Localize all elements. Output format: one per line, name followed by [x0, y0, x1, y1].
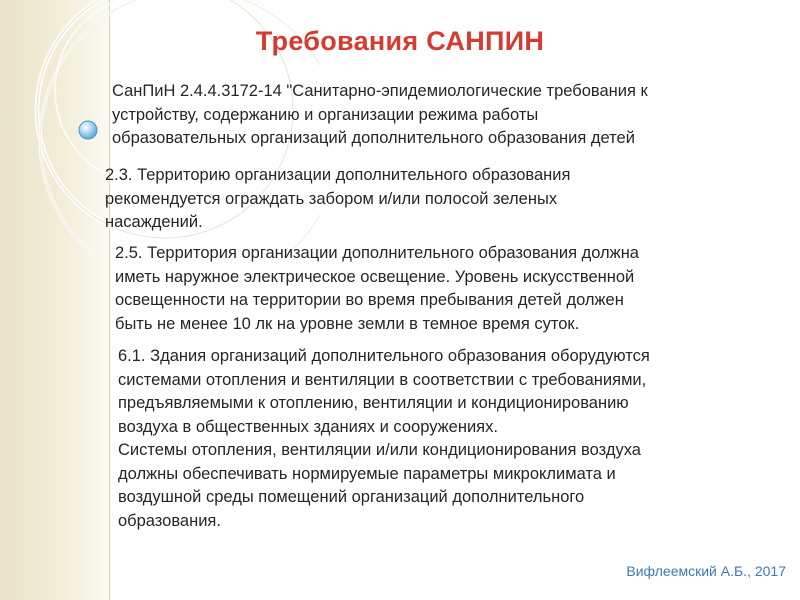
blue-bubble-icon — [79, 121, 97, 139]
author-credit: Вифлеемский А.Б., 2017 — [626, 563, 786, 579]
sanpin-reference-paragraph: СанПиН 2.4.4.3172-14 "Санитарно-эпидемиологические требования к устройству, содержанию и организации режима работы образовательных организаций дополнительного образования детей — [112, 82, 648, 147]
page-title: Требования САНПИН — [255, 26, 545, 56]
clause-2-3-paragraph: 2.3. Территорию организации дополнительного образования рекомендуется ограждать забором и/или полосой зеленых насаждений. — [105, 166, 571, 231]
clause-2-5-paragraph: 2.5. Территория организации дополнительного образования должна иметь наружное электрическое освещение. Уровень искусственной освещенности на территории во время пребывания детей должен быть не менее 10 лк на уровне земли в темное время суток. — [115, 244, 639, 333]
clause-6-1-paragraph: 6.1. Здания организаций дополнительного образования оборудуются системами отопления и вентиляции в соответствии с требованиями, предъявляемыми к отоплению, вентиляции и кондиционированию воздуха в общественных зданиях и сооружениях. Системы отопления, вентиляции и/или кондиционирования воздуха должны обеспечивать нормируемые параметры микроклимата и воздушной среды помещений организаций дополнительного образования. — [118, 347, 650, 530]
